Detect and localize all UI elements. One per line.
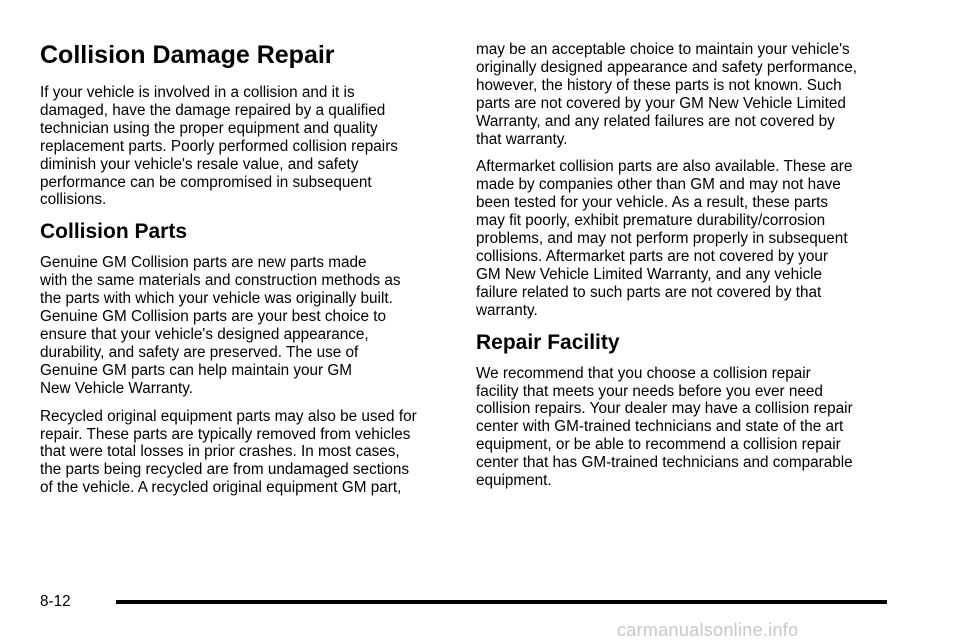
text-line: center with GM-trained technicians and state of the art bbox=[476, 418, 844, 436]
text-line: Warranty, and any related failures are not covered by bbox=[476, 112, 835, 130]
text-line: Recycled original equipment parts may also be used for bbox=[40, 407, 417, 425]
text-line: made by companies other than GM and may not have bbox=[476, 176, 841, 194]
text-line: originally designed appearance and safety performance, bbox=[476, 58, 857, 76]
text-line: equipment, or be able to recommend a collision repair bbox=[476, 436, 841, 454]
text-line: Genuine GM Collision parts are new parts made bbox=[40, 254, 367, 272]
text-line: may be an acceptable choice to maintain your vehicle's bbox=[476, 41, 850, 58]
watermark: carmanualsonline.info bbox=[617, 620, 799, 640]
text-line: collisions. Aftermarket parts are not covered by your bbox=[476, 247, 828, 265]
text-line: problems, and may not perform properly in subsequent bbox=[476, 230, 848, 248]
text-line: replacement parts. Poorly performed collision repairs bbox=[40, 137, 398, 155]
text-line: the parts with which your vehicle was originally built. bbox=[40, 290, 393, 308]
left-column bbox=[40, 40, 442, 507]
text-line: If your vehicle is involved in a collision and it is bbox=[40, 84, 355, 101]
text-line: New Vehicle Warranty. bbox=[40, 379, 194, 397]
aftermarket-parts-paragraph bbox=[476, 158, 886, 319]
text-line: may fit poorly, exhibit premature durability/corrosion bbox=[476, 212, 826, 230]
text-line: Genuine GM Collision parts are your best choice to bbox=[40, 308, 387, 326]
text-line: Genuine GM parts can help maintain your GM bbox=[40, 361, 353, 379]
page-number: 8-12 bbox=[40, 593, 71, 610]
text-line: with the same materials and construction methods as bbox=[40, 272, 401, 290]
text-line: damaged, have the damage repaired by a qualified bbox=[40, 101, 386, 119]
text-line: been tested for your vehicle. As a result, these parts bbox=[476, 194, 829, 212]
section-title-collision-parts: Collision Parts bbox=[40, 220, 188, 244]
text-line: performance can be compromised in subsequent bbox=[40, 173, 372, 191]
text-line: collisions. bbox=[40, 191, 107, 209]
text-line: of the vehicle. A recycled original equipment GM part, bbox=[40, 479, 402, 497]
text-line: center that has GM-trained technicians and comparable bbox=[476, 454, 853, 472]
text-line: durability, and safety are preserved. The use of bbox=[40, 343, 359, 361]
text-line: warranty. bbox=[476, 301, 538, 319]
text-line: repair. These parts are typically removed from vehicles bbox=[40, 425, 411, 443]
genuine-parts-paragraph bbox=[40, 254, 442, 397]
text-line: We recommend that you choose a collision repair bbox=[476, 364, 811, 382]
text-line: failure related to such parts are not covered by that bbox=[476, 283, 822, 301]
text-line: Aftermarket collision parts are also available. These are bbox=[476, 158, 853, 176]
intro-paragraph bbox=[40, 84, 442, 209]
text-line: that warranty. bbox=[476, 130, 568, 148]
recycled-parts-continued-paragraph bbox=[476, 41, 886, 148]
text-line: ensure that your vehicle's designed appearance, bbox=[40, 325, 369, 343]
text-line: however, the history of these parts is not known. Such bbox=[476, 76, 842, 94]
text-line: parts are not covered by your GM New Vehicle Limited bbox=[476, 94, 846, 112]
text-line: the parts being recycled are from undamaged sections bbox=[40, 461, 410, 479]
text-line: technician using the proper equipment and quality bbox=[40, 119, 378, 137]
section-title-repair-facility: Repair Facility bbox=[476, 330, 620, 354]
text-line: equipment. bbox=[476, 472, 552, 490]
text-line: diminish your vehicle's resale value, and safety bbox=[40, 155, 359, 173]
text-line: that were total losses in prior crashes. In most cases, bbox=[40, 443, 400, 461]
right-column bbox=[476, 41, 886, 500]
footer-divider bbox=[116, 600, 887, 604]
recycled-parts-paragraph bbox=[40, 408, 442, 498]
text-line: facility that meets your needs before you ever need bbox=[476, 382, 823, 400]
text-line: collision repairs. Your dealer may have a collision repair bbox=[476, 400, 853, 418]
repair-facility-paragraph bbox=[476, 365, 886, 490]
page-title: Collision Damage Repair bbox=[40, 41, 335, 69]
text-line: GM New Vehicle Limited Warranty, and any vehicle bbox=[476, 265, 823, 283]
